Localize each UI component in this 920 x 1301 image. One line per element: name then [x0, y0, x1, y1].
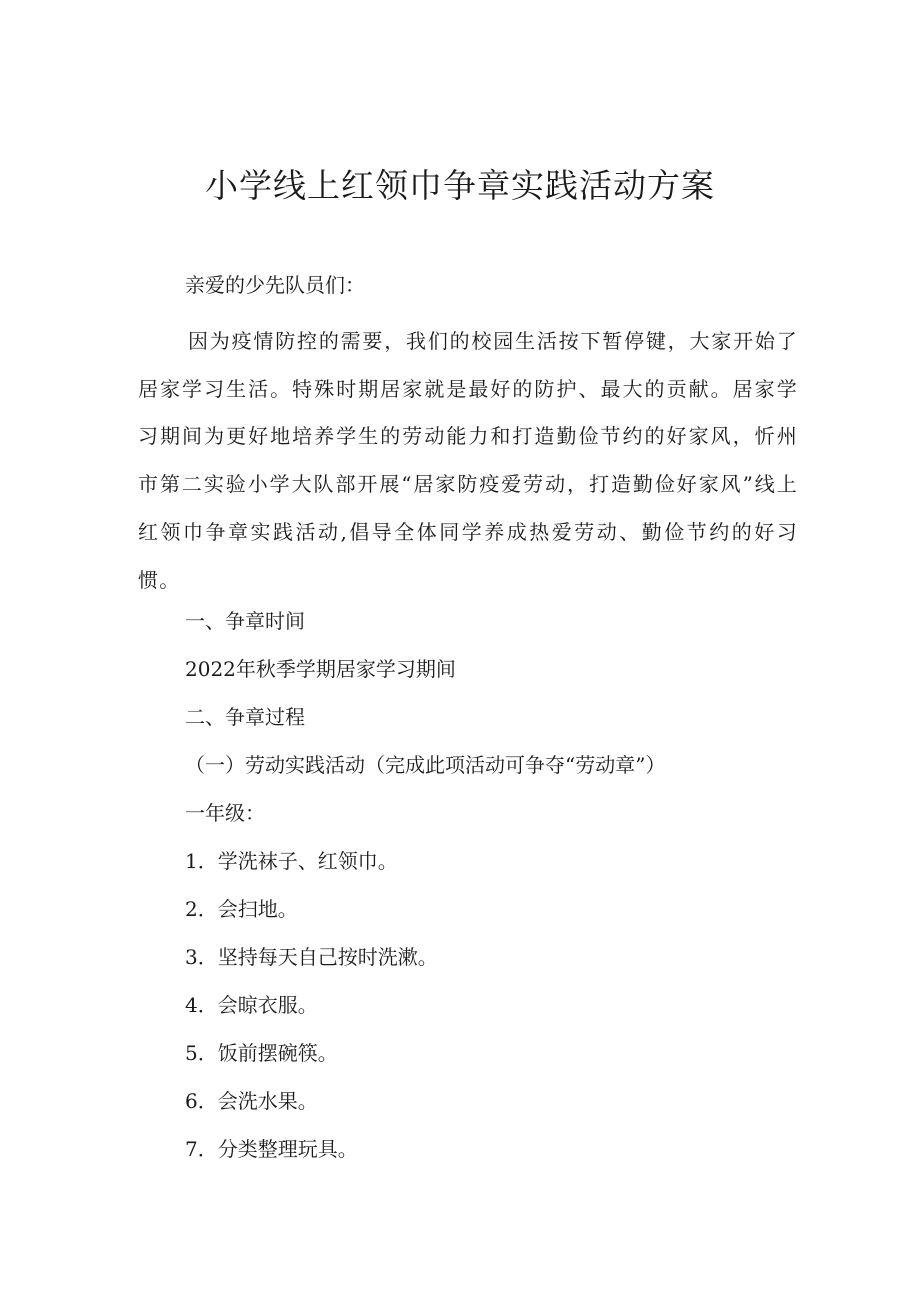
task-item: 3．坚持每天自己按时洗漱。	[185, 945, 438, 969]
task-item: 7．分类整理玩具。	[185, 1137, 358, 1161]
subsection-heading-labor: （一）劳动实践活动（完成此项活动可争夺“劳动章”）	[185, 753, 666, 777]
task-item: 6．会洗水果。	[185, 1089, 318, 1113]
document-title: 小学线上红领巾争章实践活动方案	[205, 166, 715, 205]
task-item: 2．会扫地。	[185, 897, 298, 921]
section-heading-time: 一、争章时间	[185, 609, 305, 633]
grade-label: 一年级：	[185, 801, 265, 825]
task-item: 4．会晾衣服。	[185, 993, 318, 1017]
section-content-time: 2022年秋季学期居家学习期间	[185, 657, 456, 681]
task-item: 5．饭前摆碗筷。	[185, 1041, 338, 1065]
greeting: 亲爱的少先队员们：	[185, 273, 365, 297]
intro-paragraph: 因为疫情防控的需要，我们的校园生活按下暂停键，大家开始了居家学习生活。特殊时期居家就是最好的防护、最大的贡献。居家学习期间为更好地培养学生的劳动能力和打造勤俭节约的好家风，忻州市第二实验小学大队部开展“居家防疫爱劳动，打造勤俭好家风”线上红领巾争章实践活动,倡导全体同学养成热爱劳动、勤俭节约的好习惯。	[138, 329, 798, 592]
task-item: 1．学洗袜子、红领巾。	[185, 849, 398, 873]
section-heading-process: 二、争章过程	[185, 705, 305, 729]
